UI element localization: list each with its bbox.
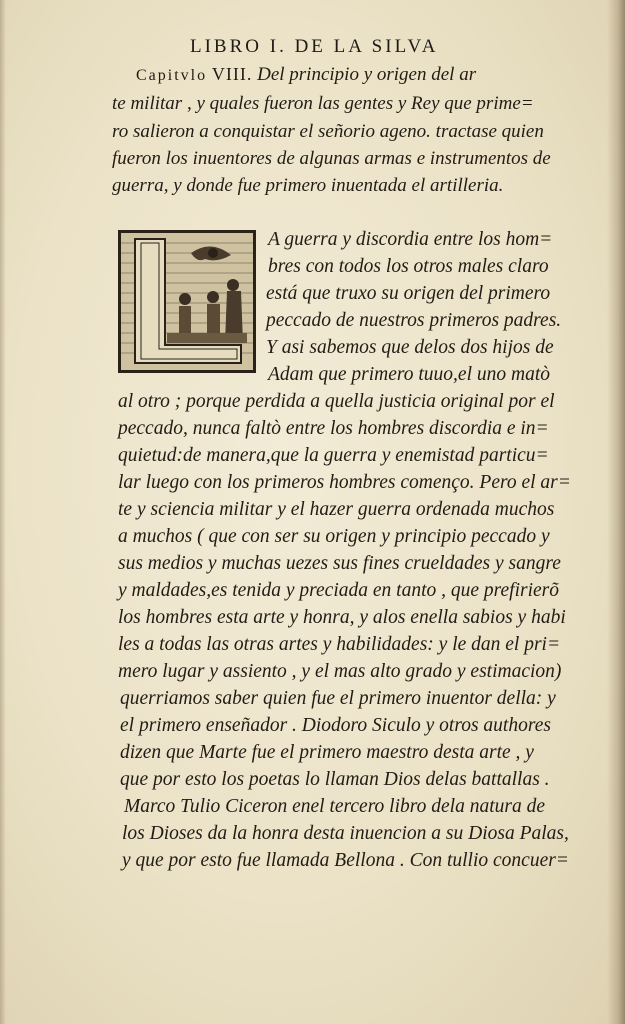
chapter-heading-line: ro salieron a conquistar el señorio ageno. tractase quien: [112, 121, 544, 142]
body-line: el primero enseñador . Diodoro Siculo y otros authores: [120, 715, 551, 736]
body-line: a muchos ( que con ser su origen y principio peccado y: [118, 526, 550, 547]
body-line: mero lugar y assiento , y el mas alto grado y estimacion): [118, 661, 562, 682]
body-line: dizen que Marte fue el primero maestro desta arte , y: [120, 742, 534, 763]
body-line: que por esto los poetas lo llaman Dios delas battallas .: [120, 769, 550, 790]
body-line: Marco Tulio Ciceron enel tercero libro dela natura de: [124, 796, 545, 817]
body-line: al otro ; porque perdida a quella justicia original por el: [118, 391, 555, 412]
body-line: peccado, nunca faltò entre los hombres discordia e in=: [118, 418, 549, 439]
body-line: los hombres esta arte y honra, y alos enella sabios y habi: [118, 607, 566, 628]
chapter-heading-line: [136, 64, 476, 86]
body-line: Adam que primero tuuo,el uno matò: [268, 364, 550, 385]
chapter-heading-line: te militar , y quales fueron las gentes y Rey que prime=: [112, 93, 534, 114]
body-line: y maldades,es tenida y preciada en tanto , que prefirierõ: [118, 580, 560, 601]
chapter-number: VIII.: [211, 64, 253, 84]
body-line: lar luego con los primeros hombres començo. Pero el ar=: [118, 472, 571, 493]
woodcut-initial-illustration: [121, 233, 253, 370]
body-line: quietud:de manera,que la guerra y enemistad particu=: [118, 445, 549, 466]
body-line: y que por esto fue llamada Bellona . Con tullio concuer=: [122, 850, 569, 871]
running-head: LIBRO I. DE LA SILVA: [190, 36, 439, 57]
body-line: bres con todos los otros males claro: [268, 256, 549, 277]
body-line: A guerra y discordia entre los hom=: [268, 229, 553, 250]
body-line: está que truxo su origen del primero: [266, 283, 551, 304]
chapter-heading-line: fueron los inuentores de algunas armas e instrumentos de: [112, 148, 551, 169]
body-line: los Dioses da la honra desta inuencion a su Diosa Palas,: [122, 823, 569, 844]
chapter-label: Capitvlo: [136, 67, 208, 84]
body-line: peccado de nuestros primeros padres.: [266, 310, 562, 331]
body-line: querriamos saber quien fue el primero inuentor della: y: [120, 688, 556, 709]
body-line: Y asi sabemos que delos dos hijos de: [266, 337, 554, 358]
body-line: sus medios y muchas uezes sus fines crueldades y sangre: [118, 553, 561, 574]
body-line: les a todas las otras artes y habilidades: y le dan el pri=: [118, 634, 561, 655]
woodcut-initial-letter-icon: [118, 230, 256, 373]
chapter-heading-text: Del principio y origen del ar: [257, 64, 477, 85]
body-line: te y sciencia militar y el hazer guerra ordenada muchos: [118, 499, 555, 520]
chapter-heading-line: guerra, y donde fue primero inuentada el artilleria.: [112, 175, 504, 196]
